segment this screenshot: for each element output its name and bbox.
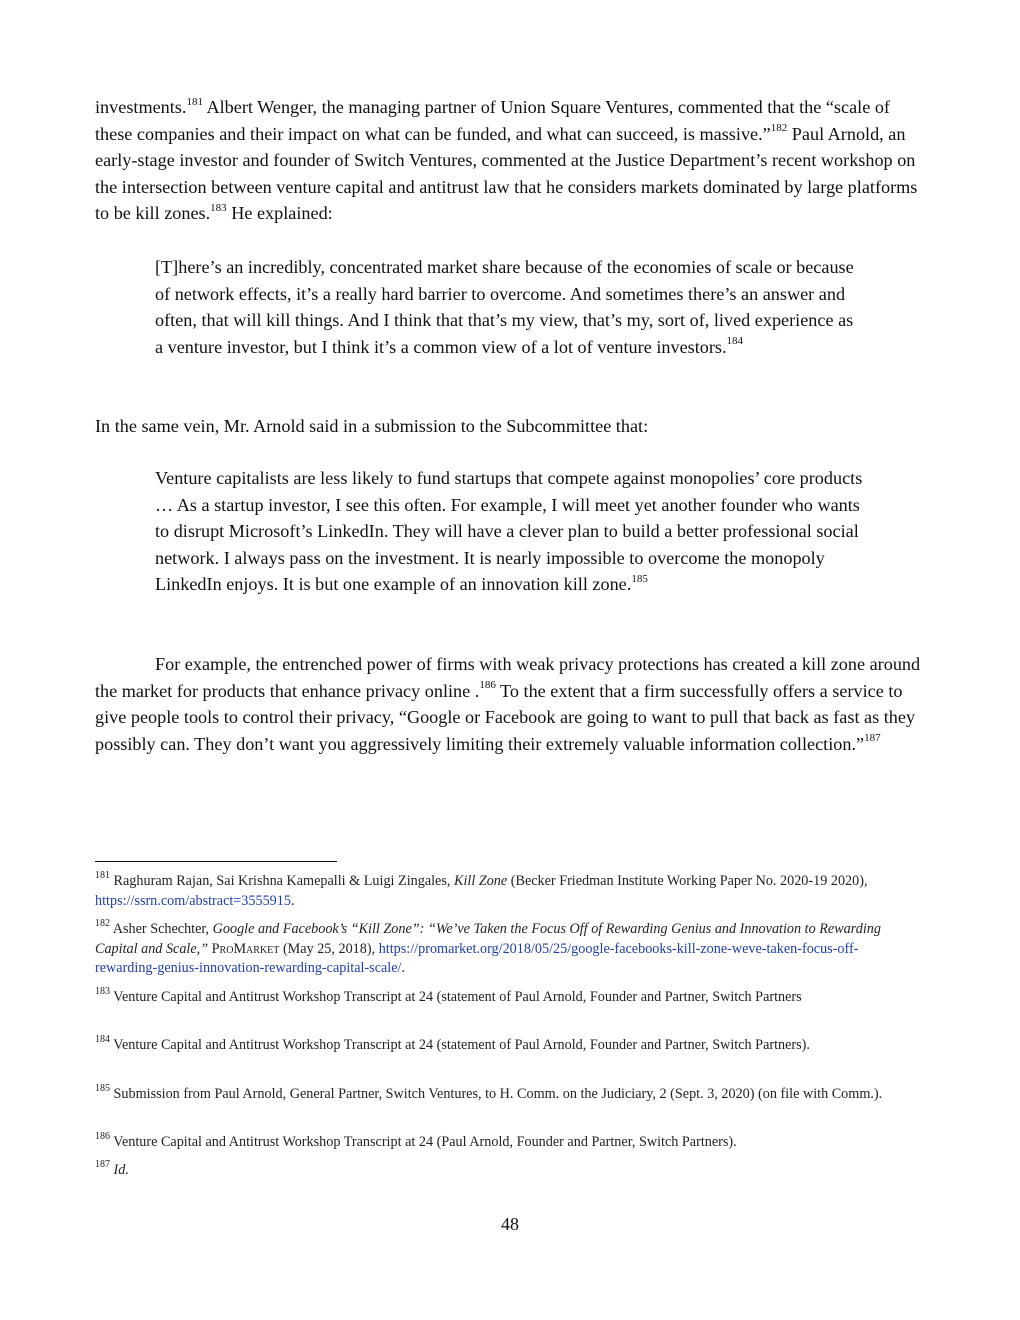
footnote-number: 182: [95, 918, 110, 930]
footnote-ref-187[interactable]: 187: [864, 732, 881, 745]
footnote-link[interactable]: https://promarket.org/2018/05/25/google-facebooks-kill-zone-weve-taken-focus-off-rewarding-genius-innovation-rewarding-capital-scale/: [95, 940, 859, 976]
paragraph-text: investments.: [95, 97, 187, 117]
footnote-text: Asher Schechter,: [110, 921, 213, 937]
paragraph-text: To the extent that a firm successfully offers a service to give people tools to control their privacy, “Google or Facebook are going to want to pull that back as fast as they possibly can. They don’t want you aggressively limiting their extremely valuable information collection.”: [95, 680, 916, 754]
footnote-title: Google and Facebook’s “Kill Zone”: “We’ve Taken the Focus Off of Rewarding Genius and Innovation to Rewarding Capital and Scale,”: [95, 921, 881, 957]
footnote-text: .: [290, 892, 295, 909]
footnote-number: 187: [95, 1159, 110, 1171]
footnote-divider: [95, 861, 337, 862]
footnote-number: 185: [95, 1083, 110, 1095]
footnote-text: Venture Capital and Antitrust Workshop Transcript at 24 (statement of Paul Arnold, Founder and Partner, Switch Partners: [110, 989, 802, 1005]
footnote-181: [95, 872, 905, 911]
footnote-ref-181[interactable]: 181: [186, 95, 203, 108]
publication-name: ProMarket: [208, 940, 280, 957]
footnote-ref-185[interactable]: 185: [631, 572, 648, 585]
footnote-185: [95, 1085, 905, 1105]
footnote-184: [95, 1036, 905, 1056]
paragraph-3: [95, 651, 925, 757]
paragraph-text: For example, the entrenched power of firms with weak privacy protections has created a kill zone around the market for products that enhance privacy online .: [95, 654, 921, 701]
footnote-text: Submission from Paul Arnold, General Partner, Switch Ventures, to H. Comm. on the Judiciary, 2 (Sept. 3, 2020) (on file with Comm.).: [110, 1086, 883, 1102]
footnote-title: Kill Zone: [453, 873, 508, 889]
footnote-text: .: [401, 960, 406, 976]
footnote-ref-184[interactable]: 184: [726, 335, 744, 348]
footnote-183: [95, 988, 905, 1008]
quote-text: Venture capitalists are less likely to fund startups that compete against monopolies’ core products … As a startup investor, I see this often. For example, I will meet yet another founder who wants to disrupt Microsoft’s LinkedIn. They will have a clever plan to build a better professional social network. I always pass on the investment. It is nearly impossible to overcome the monopoly LinkedIn enjoys. It is but one example of an innovation kill zone.: [155, 468, 863, 594]
footnote-title: Id.: [113, 1162, 129, 1178]
footnote-182: [95, 920, 905, 979]
paragraph-text: Albert Wenger, the managing partner of Union Square Ventures, commented that the “scale of these companies and their impact on what can be funded, and what can succeed, is massive.”: [95, 97, 890, 144]
paragraph-2: [95, 413, 925, 440]
footnote-text: Venture Capital and Antitrust Workshop Transcript at 24 (Paul Arnold, Founder and Partner, Switch Partners).: [110, 1134, 737, 1150]
page-number: 48: [501, 1214, 519, 1234]
footnote-number: 186: [95, 1131, 110, 1143]
footnote-number: 181: [95, 870, 110, 882]
footnote-187: [95, 1161, 905, 1181]
footnote-186: [95, 1133, 905, 1153]
footnote-text: Venture Capital and Antitrust Workshop Transcript at 24 (statement of Paul Arnold, Founder and Partner, Switch Partners).: [110, 1037, 810, 1053]
paragraph-text: He explained:: [226, 203, 333, 223]
footnote-text: Raghuram Rajan, Sai Krishna Kamepalli & Luigi Zingales,: [110, 873, 454, 889]
footnote-text: (May 25, 2018),: [279, 940, 379, 957]
block-quote-1: [155, 254, 865, 360]
quote-text: [T]here’s an incredibly, concentrated market share because of the economies of scale or because of network effects, it’s a really hard barrier to overcome. And sometimes there’s an answer and often, that will kill things. And I think that that’s my view, that’s my, sort of, lived experience as a venture investor, but I think it’s a common view of a lot of venture investors.: [155, 257, 854, 357]
paragraph-1: [95, 94, 925, 227]
footnote-number: 184: [95, 1034, 110, 1046]
paragraph-text: Paul Arnold, an early-stage investor and founder of Switch Ventures, commented at the Justice Department’s recent workshop on the intersection between venture capital and antitrust law that he considers markets dominated by large platforms to be kill zones.: [95, 123, 918, 223]
footnote-ref-182[interactable]: 182: [770, 122, 788, 135]
footnote-ref-183[interactable]: 183: [210, 201, 227, 214]
footnote-link[interactable]: https://ssrn.com/abstract=3555915: [95, 892, 291, 909]
footnote-ref-186[interactable]: 186: [479, 679, 496, 692]
footnote-text: (Becker Friedman Institute Working Paper No. 2020-19 2020),: [507, 873, 868, 889]
footnote-number: 183: [95, 986, 110, 998]
block-quote-2: [155, 465, 865, 598]
paragraph-text: In the same vein, Mr. Arnold said in a submission to the Subcommittee that:: [95, 416, 649, 436]
